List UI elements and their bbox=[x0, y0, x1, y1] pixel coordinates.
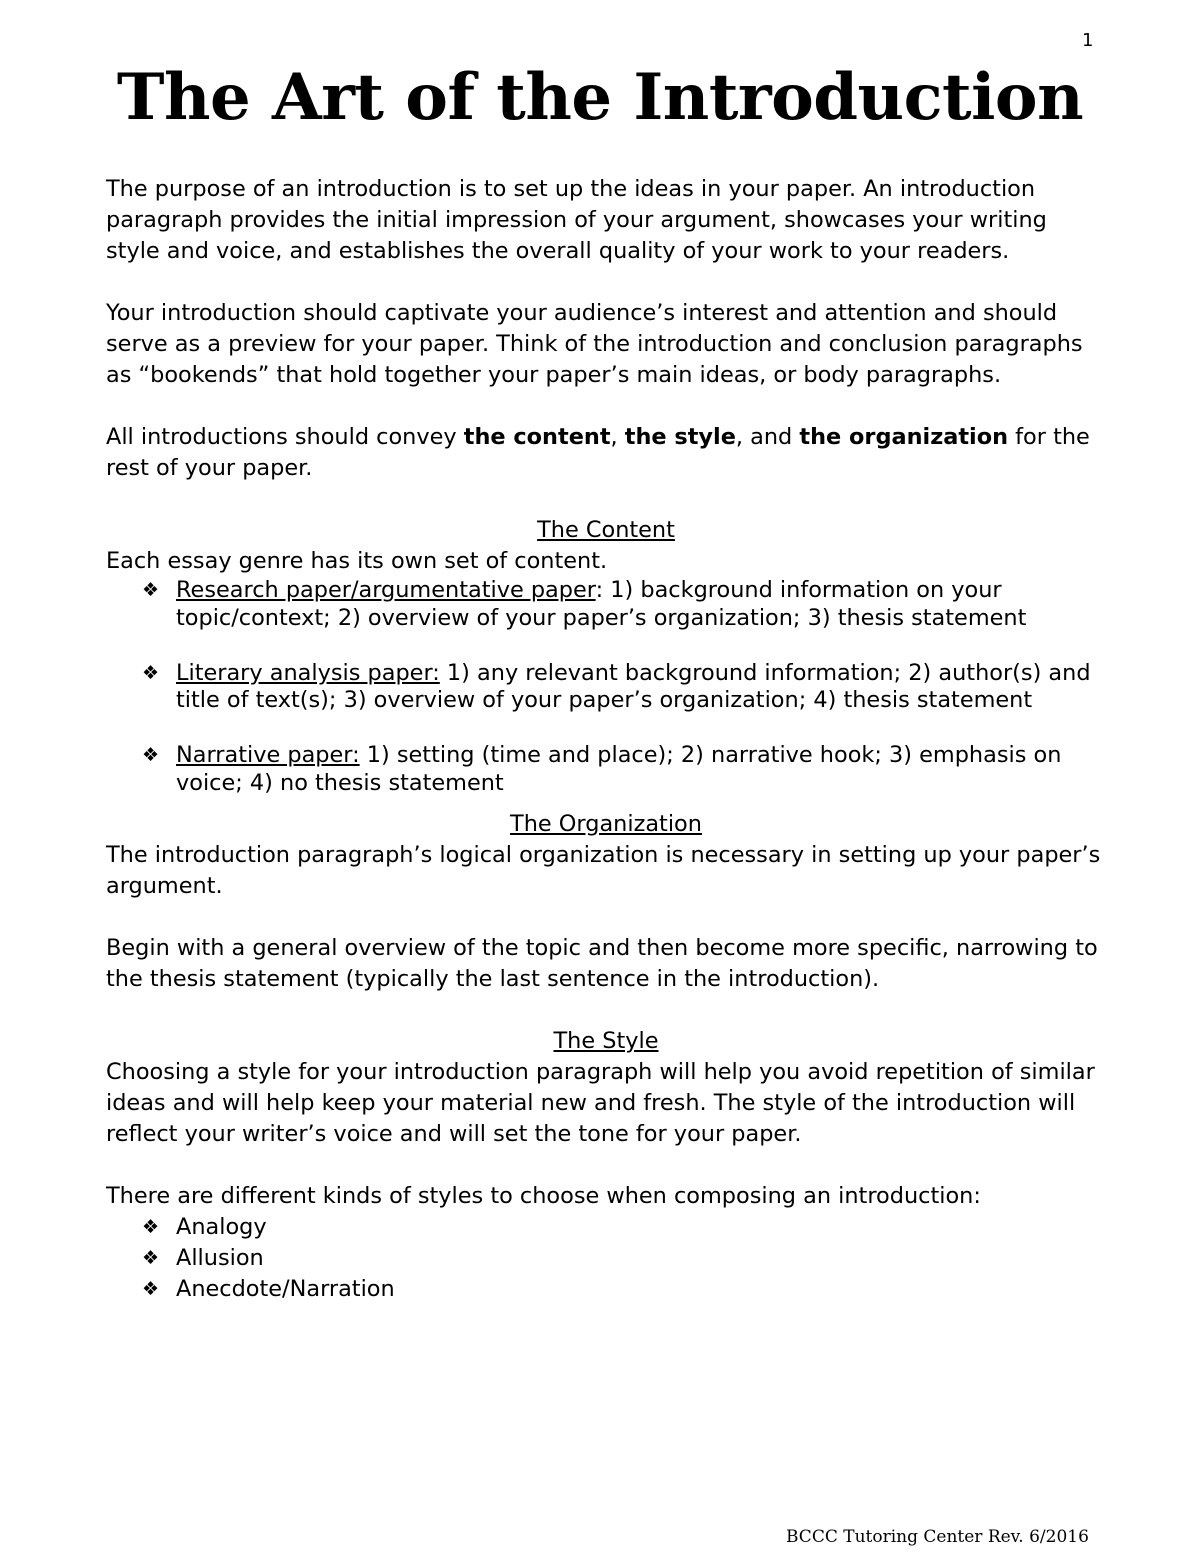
genre-label: Narrative paper: bbox=[176, 742, 360, 768]
diamond-bullet-icon: ❖ bbox=[142, 744, 160, 766]
genre-label-suffix: : bbox=[595, 577, 604, 603]
content-lead: Each essay genre has its own set of content. bbox=[106, 548, 608, 574]
list-item bbox=[106, 577, 1106, 632]
organization-paragraph-1: The introduction paragraph’s logical organization is necessary in setting up your paper’s argument. bbox=[106, 842, 1101, 899]
page-number: 1 bbox=[1082, 30, 1094, 51]
spacer bbox=[106, 484, 1106, 515]
genre-description: 1) setting (time and place); 2) narrative hook; 3) emphasis on voice; 4) no thesis statement bbox=[176, 742, 1062, 796]
spacer bbox=[106, 267, 1106, 298]
list-item bbox=[106, 742, 1106, 797]
spacer bbox=[106, 391, 1106, 422]
intro-paragraph-2: Your introduction should captivate your audience’s interest and attention and should serve as a preview for your paper. Think of the introduction and conclusion paragraphs as “bookends” that hold together your paper’s main ideas, or body paragraphs. bbox=[106, 300, 1083, 388]
list-item bbox=[106, 660, 1106, 715]
intro-paragraph-3 bbox=[106, 422, 1106, 484]
diamond-bullet-icon: ❖ bbox=[142, 1216, 160, 1238]
diamond-bullet-icon: ❖ bbox=[142, 1278, 160, 1300]
intro-p3-sep2: , and bbox=[735, 424, 800, 450]
diamond-bullet-icon: ❖ bbox=[142, 1247, 160, 1269]
style-item: Anecdote/Narration bbox=[176, 1276, 395, 1302]
section-heading-style: The Style bbox=[553, 1028, 659, 1054]
intro-p3-sep1: , bbox=[610, 424, 625, 450]
diamond-bullet-icon: ❖ bbox=[142, 579, 160, 601]
genre-description: 1) any relevant background information; 2) author(s) and title of text(s); 3) overview of your paper’s organization; 4) thesis statement bbox=[176, 659, 1091, 713]
emphasis-organization: the organization bbox=[799, 424, 1009, 450]
list-item bbox=[106, 1212, 1106, 1243]
spacer bbox=[106, 902, 1106, 933]
style-item: Analogy bbox=[176, 1214, 267, 1240]
intro-p3-end: for the rest of your paper. bbox=[106, 424, 1090, 481]
genre-list bbox=[106, 577, 1106, 797]
emphasis-content: the content bbox=[463, 424, 611, 450]
document-title: The Art of the Introduction bbox=[116, 60, 1084, 135]
spacer bbox=[106, 995, 1106, 1026]
intro-paragraph-1: The purpose of an introduction is to set up the ideas in your paper. An introduction paragraph provides the initial impression of your argument, showcases your writing style and voice, and establishes the overall quality of your work to your readers. bbox=[106, 176, 1047, 264]
style-paragraph-1: Choosing a style for your introduction paragraph will help you avoid repetition of similar ideas and will help keep your material new and fresh. The style of the introduction will reflect your writer’s voice and will set the tone for your paper. bbox=[106, 1059, 1095, 1147]
section-heading-organization: The Organization bbox=[510, 811, 702, 837]
list-item bbox=[106, 1243, 1106, 1274]
genre-label: Research paper/argumentative paper bbox=[176, 577, 596, 603]
section-heading-content: The Content bbox=[537, 517, 675, 543]
spacer bbox=[106, 1150, 1106, 1181]
style-paragraph-2: There are different kinds of styles to choose when composing an introduction: bbox=[106, 1183, 981, 1209]
genre-description: 1) background information on your topic/context; 2) overview of your paper’s organization; 3) thesis statement bbox=[176, 577, 1027, 631]
emphasis-style: the style bbox=[624, 424, 736, 450]
footer-revision: BCCC Tutoring Center Rev. 6/2016 bbox=[786, 1527, 1089, 1547]
intro-p3-start: All introductions should convey bbox=[106, 424, 464, 450]
organization-paragraph-2: Begin with a general overview of the topic and then become more specific, narrowing to the thesis statement (typically the last sentence in the introduction). bbox=[106, 935, 1098, 992]
style-list bbox=[106, 1212, 1106, 1305]
style-item: Allusion bbox=[176, 1245, 264, 1271]
document-body bbox=[106, 174, 1106, 1305]
list-item bbox=[106, 1274, 1106, 1305]
genre-label: Literary analysis paper: bbox=[176, 659, 440, 686]
diamond-bullet-icon: ❖ bbox=[142, 661, 160, 684]
